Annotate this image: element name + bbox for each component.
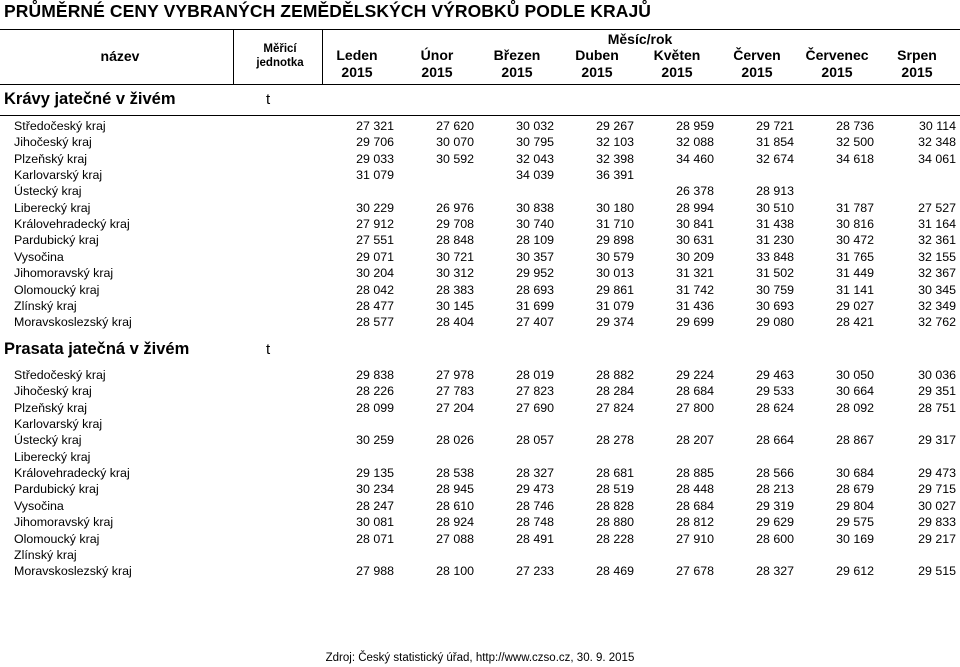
year-label: 2015 <box>901 64 933 80</box>
price-cell: 29 533 <box>756 384 794 399</box>
price-cell: 27 824 <box>596 400 634 415</box>
header-divider <box>233 30 234 84</box>
section-title: Prasata jatečná v živém <box>4 340 190 358</box>
price-cell: 29 898 <box>596 233 634 248</box>
month-label: Leden <box>336 47 378 63</box>
price-cell: 28 421 <box>836 315 874 330</box>
price-cell: 30 345 <box>918 282 956 297</box>
price-cell: 28 945 <box>436 482 474 497</box>
month-header <box>632 47 722 81</box>
price-cell: 29 706 <box>356 135 394 150</box>
price-cell: 30 693 <box>756 298 794 313</box>
price-cell: 29 027 <box>836 298 874 313</box>
price-cell: 30 209 <box>676 249 714 264</box>
region-name: Zlínský kraj <box>14 547 77 562</box>
price-cell: 32 103 <box>596 135 634 150</box>
price-cell: 29 473 <box>516 482 554 497</box>
price-cell: 28 284 <box>596 384 634 399</box>
unit-label-line1: Měřicí <box>263 43 297 55</box>
region-name: Královehradecký kraj <box>14 466 130 481</box>
price-cell: 29 463 <box>756 368 794 382</box>
price-cell: 34 039 <box>516 168 554 183</box>
price-cell: 30 592 <box>436 151 474 166</box>
price-cell: 31 710 <box>596 217 634 232</box>
month-label: Srpen <box>897 47 937 63</box>
year-label: 2015 <box>661 64 693 80</box>
price-cell: 27 407 <box>516 315 554 330</box>
unit-label-line2: jednotka <box>256 57 304 69</box>
region-name: Plzeňský kraj <box>14 400 87 415</box>
price-cell: 30 204 <box>356 266 394 281</box>
price-cell: 30 664 <box>836 384 874 399</box>
region-name: Moravskoslezský kraj <box>14 315 132 330</box>
price-cell: 28 477 <box>356 298 394 313</box>
source-note: Zdroj: Český statistický úřad, http://www.czso.cz, 30. 9. 2015 <box>325 652 635 664</box>
table-row <box>0 232 960 248</box>
price-cell: 30 816 <box>836 217 874 232</box>
price-cell: 30 070 <box>436 135 474 150</box>
table-row <box>0 465 960 481</box>
price-cell: 28 624 <box>756 400 794 415</box>
price-cell: 30 081 <box>356 515 394 530</box>
price-cell: 28 880 <box>596 515 634 530</box>
price-cell: 30 759 <box>756 282 794 297</box>
month-label: Únor <box>420 47 454 63</box>
price-cell: 29 861 <box>596 282 634 297</box>
price-cell: 30 145 <box>436 298 474 313</box>
year-label: 2015 <box>421 64 453 80</box>
price-cell: 31 164 <box>918 217 956 232</box>
price-cell: 32 349 <box>918 298 956 313</box>
price-cell: 28 092 <box>836 400 874 415</box>
price-cell: 30 740 <box>516 217 554 232</box>
price-cell: 27 551 <box>356 233 394 248</box>
price-cell: 31 765 <box>836 249 874 264</box>
price-cell: 31 436 <box>676 298 714 313</box>
region-name: Královehradecký kraj <box>14 217 130 232</box>
price-cell: 31 449 <box>836 266 874 281</box>
price-cell: 28 469 <box>596 564 634 579</box>
price-cell: 29 838 <box>356 368 394 382</box>
region-name: Jihočeský kraj <box>14 384 92 399</box>
price-cell: 31 321 <box>676 266 714 281</box>
region-name: Středočeský kraj <box>14 368 106 382</box>
price-cell: 28 213 <box>756 482 794 497</box>
year-label: 2015 <box>581 64 613 80</box>
price-cell: 30 050 <box>836 368 874 382</box>
price-cell: 28 610 <box>436 498 474 513</box>
table-row <box>0 400 960 416</box>
table-row <box>0 383 960 399</box>
price-cell: 28 994 <box>676 200 714 215</box>
price-cell: 28 448 <box>676 482 714 497</box>
price-cell: 30 357 <box>516 249 554 264</box>
table-row <box>0 481 960 497</box>
price-cell: 30 472 <box>836 233 874 248</box>
price-cell: 29 374 <box>596 315 634 330</box>
price-cell: 29 351 <box>918 384 956 399</box>
price-cell: 27 783 <box>436 384 474 399</box>
header-rule <box>0 84 960 85</box>
price-cell: 28 600 <box>756 531 794 546</box>
price-cell: 28 566 <box>756 466 794 481</box>
price-cell: 28 748 <box>516 515 554 530</box>
price-cell: 29 612 <box>836 564 874 579</box>
price-cell: 29 217 <box>918 531 956 546</box>
price-cell: 28 042 <box>356 282 394 297</box>
price-cell: 28 828 <box>596 498 634 513</box>
price-cell: 32 398 <box>596 151 634 166</box>
month-header <box>472 47 562 81</box>
month-header <box>312 47 402 81</box>
price-cell: 29 699 <box>676 315 714 330</box>
price-cell: 26 976 <box>436 200 474 215</box>
price-cell: 31 438 <box>756 217 794 232</box>
price-cell: 32 762 <box>918 315 956 330</box>
price-cell: 29 224 <box>676 368 714 382</box>
price-cell: 34 061 <box>918 151 956 166</box>
price-cell: 28 057 <box>516 433 554 448</box>
header-rule <box>0 115 960 116</box>
month-header <box>392 47 482 81</box>
price-cell: 30 036 <box>918 368 956 382</box>
price-cell: 36 391 <box>596 168 634 183</box>
price-cell: 28 099 <box>356 400 394 415</box>
price-cell: 30 169 <box>836 531 874 546</box>
price-cell: 29 721 <box>756 119 794 133</box>
price-cell: 29 708 <box>436 217 474 232</box>
price-cell: 29 575 <box>836 515 874 530</box>
price-cell: 28 538 <box>436 466 474 481</box>
price-cell: 27 690 <box>516 400 554 415</box>
year-label: 2015 <box>741 64 773 80</box>
price-cell: 28 882 <box>596 368 634 382</box>
region-name: Jihočeský kraj <box>14 135 92 150</box>
price-cell: 28 812 <box>676 515 714 530</box>
price-cell: 28 109 <box>516 233 554 248</box>
price-cell: 29 515 <box>918 564 956 579</box>
price-cell: 29 473 <box>918 466 956 481</box>
price-cell: 29 319 <box>756 498 794 513</box>
price-cell: 28 751 <box>918 400 956 415</box>
price-cell: 28 664 <box>756 433 794 448</box>
price-cell: 27 233 <box>516 564 554 579</box>
price-cell: 28 404 <box>436 315 474 330</box>
price-cell: 30 229 <box>356 200 394 215</box>
table-row <box>0 216 960 232</box>
price-cell: 27 823 <box>516 384 554 399</box>
year-label: 2015 <box>821 64 853 80</box>
price-cell: 28 383 <box>436 282 474 297</box>
region-name: Středočeský kraj <box>14 119 106 133</box>
price-cell: 31 787 <box>836 200 874 215</box>
month-header <box>552 47 642 81</box>
price-cell: 30 510 <box>756 200 794 215</box>
month-header <box>872 47 960 81</box>
column-header-name: název <box>100 48 140 64</box>
price-cell: 27 800 <box>676 400 714 415</box>
region-name: Jihomoravský kraj <box>14 515 114 530</box>
price-cell: 28 693 <box>516 282 554 297</box>
price-cell: 30 841 <box>676 217 714 232</box>
price-cell: 29 071 <box>356 249 394 264</box>
price-cell: 30 013 <box>596 266 634 281</box>
price-cell: 32 155 <box>918 249 956 264</box>
price-cell: 28 746 <box>516 498 554 513</box>
region-name: Pardubický kraj <box>14 233 99 248</box>
region-name: Vysočina <box>14 249 64 264</box>
price-cell: 30 114 <box>919 119 956 133</box>
price-cell: 31 079 <box>356 168 394 183</box>
region-name: Ústecký kraj <box>14 184 82 199</box>
price-cell: 28 491 <box>516 531 554 546</box>
region-name: Pardubický kraj <box>14 482 99 497</box>
region-name: Karlovarský kraj <box>14 168 103 183</box>
page-title: PRŮMĚRNÉ CENY VYBRANÝCH ZEMĚDĚLSKÝCH VÝROBKŮ PODLE KRAJŮ <box>4 1 652 21</box>
table-row <box>0 249 960 265</box>
region-name: Vysočina <box>14 498 64 513</box>
price-cell: 28 913 <box>756 184 794 199</box>
price-cell: 28 026 <box>436 433 474 448</box>
table-row <box>0 134 960 150</box>
table-row <box>0 432 960 448</box>
price-cell: 32 674 <box>756 151 794 166</box>
table-row <box>0 183 960 199</box>
price-cell: 30 234 <box>356 482 394 497</box>
section-title: Krávy jatečné v živém <box>4 90 176 108</box>
month-label: Duben <box>575 47 619 63</box>
table-row <box>0 200 960 216</box>
price-cell: 27 978 <box>436 368 474 382</box>
price-cell: 27 321 <box>356 119 394 133</box>
price-cell: 32 043 <box>516 151 554 166</box>
table-row <box>0 449 960 465</box>
price-cell: 27 912 <box>356 217 394 232</box>
price-cell: 30 032 <box>516 119 554 133</box>
price-cell: 27 088 <box>436 531 474 546</box>
price-cell: 33 848 <box>756 249 794 264</box>
price-cell: 32 361 <box>918 233 956 248</box>
region-name: Ústecký kraj <box>14 433 82 448</box>
price-cell: 28 684 <box>676 384 714 399</box>
price-cell: 29 715 <box>918 482 956 497</box>
table-row <box>0 416 960 432</box>
table-row <box>0 298 960 314</box>
price-cell: 28 327 <box>516 466 554 481</box>
table-row <box>0 282 960 298</box>
price-cell: 30 259 <box>356 433 394 448</box>
region-name: Zlínský kraj <box>14 298 77 313</box>
price-cell: 30 180 <box>596 200 634 215</box>
month-label: Květen <box>653 47 701 63</box>
price-cell: 29 629 <box>756 515 794 530</box>
price-cell: 30 027 <box>918 498 956 513</box>
price-cell: 34 460 <box>676 151 714 166</box>
region-name: Karlovarský kraj <box>14 417 103 432</box>
price-cell: 29 833 <box>918 515 956 530</box>
price-cell: 28 207 <box>676 433 714 448</box>
price-cell: 28 247 <box>356 498 394 513</box>
table-row <box>0 118 960 134</box>
price-cell: 28 736 <box>836 119 874 133</box>
price-cell: 30 631 <box>676 233 714 248</box>
month-label: Červenec <box>805 47 869 63</box>
price-cell: 28 959 <box>676 119 714 133</box>
price-cell: 28 019 <box>516 368 554 382</box>
price-cell: 31 502 <box>756 266 794 281</box>
price-cell: 32 500 <box>836 135 874 150</box>
price-cell: 26 378 <box>676 184 714 199</box>
price-cell: 34 618 <box>836 151 874 166</box>
price-cell: 28 577 <box>356 315 394 330</box>
price-cell: 27 988 <box>356 564 394 579</box>
region-name: Jihomoravský kraj <box>14 266 114 281</box>
month-label: Březen <box>493 47 541 63</box>
price-cell: 32 088 <box>676 135 714 150</box>
price-cell: 31 854 <box>756 135 794 150</box>
price-cell: 28 679 <box>836 482 874 497</box>
price-cell: 29 135 <box>356 466 394 481</box>
price-cell: 28 519 <box>596 482 634 497</box>
price-cell: 31 141 <box>836 282 874 297</box>
month-label: Červen <box>733 47 781 63</box>
price-cell: 28 100 <box>436 564 474 579</box>
table-row <box>0 167 960 183</box>
table-row <box>0 498 960 514</box>
month-header <box>792 47 882 81</box>
region-name: Olomoucký kraj <box>14 531 100 546</box>
price-cell: 30 838 <box>516 200 554 215</box>
month-header <box>712 47 802 81</box>
price-cell: 28 924 <box>436 515 474 530</box>
price-cell: 29 033 <box>356 151 394 166</box>
price-cell: 31 079 <box>596 298 634 313</box>
price-cell: 28 278 <box>596 433 634 448</box>
region-name: Liberecký kraj <box>14 200 91 215</box>
price-cell: 30 312 <box>436 266 474 281</box>
table-row <box>0 547 960 563</box>
price-cell: 28 226 <box>356 384 394 399</box>
price-cell: 31 742 <box>676 282 714 297</box>
table-row <box>0 265 960 281</box>
price-cell: 28 885 <box>676 466 714 481</box>
price-cell: 29 080 <box>756 315 794 330</box>
price-cell: 27 620 <box>436 119 474 133</box>
year-label: 2015 <box>341 64 373 80</box>
region-name: Olomoucký kraj <box>14 282 100 297</box>
section-unit: t <box>266 91 271 108</box>
price-cell: 29 267 <box>596 119 634 133</box>
price-cell: 29 804 <box>836 498 874 513</box>
price-cell: 27 527 <box>918 200 956 215</box>
price-cell: 27 910 <box>676 531 714 546</box>
column-header-period: Měsíc/rok <box>607 31 673 47</box>
price-cell: 28 684 <box>676 498 714 513</box>
price-cell: 30 795 <box>516 135 554 150</box>
price-cell: 28 867 <box>836 433 874 448</box>
price-cell: 29 952 <box>516 266 554 281</box>
table-row <box>0 531 960 547</box>
price-cell: 27 204 <box>436 400 474 415</box>
region-name: Moravskoslezský kraj <box>14 564 132 579</box>
table-row <box>0 151 960 167</box>
price-cell: 28 848 <box>436 233 474 248</box>
price-cell: 29 317 <box>918 433 956 448</box>
table-row <box>0 314 960 330</box>
price-cell: 32 367 <box>918 266 956 281</box>
price-cell: 30 721 <box>436 249 474 264</box>
price-cell: 27 678 <box>676 564 714 579</box>
section-unit: t <box>266 341 271 358</box>
price-cell: 32 348 <box>918 135 956 150</box>
price-cell: 31 699 <box>516 298 554 313</box>
table-row <box>0 367 960 383</box>
year-label: 2015 <box>501 64 533 80</box>
table-row <box>0 514 960 530</box>
table-row <box>0 563 960 579</box>
price-cell: 31 230 <box>756 233 794 248</box>
price-cell: 30 684 <box>836 466 874 481</box>
region-name: Liberecký kraj <box>14 449 91 464</box>
price-cell: 28 071 <box>356 531 394 546</box>
price-cell: 28 327 <box>756 564 794 579</box>
column-header-unit <box>240 42 320 70</box>
region-name: Plzeňský kraj <box>14 151 87 166</box>
price-cell: 28 681 <box>596 466 634 481</box>
price-cell: 30 579 <box>596 249 634 264</box>
price-cell: 28 228 <box>596 531 634 546</box>
